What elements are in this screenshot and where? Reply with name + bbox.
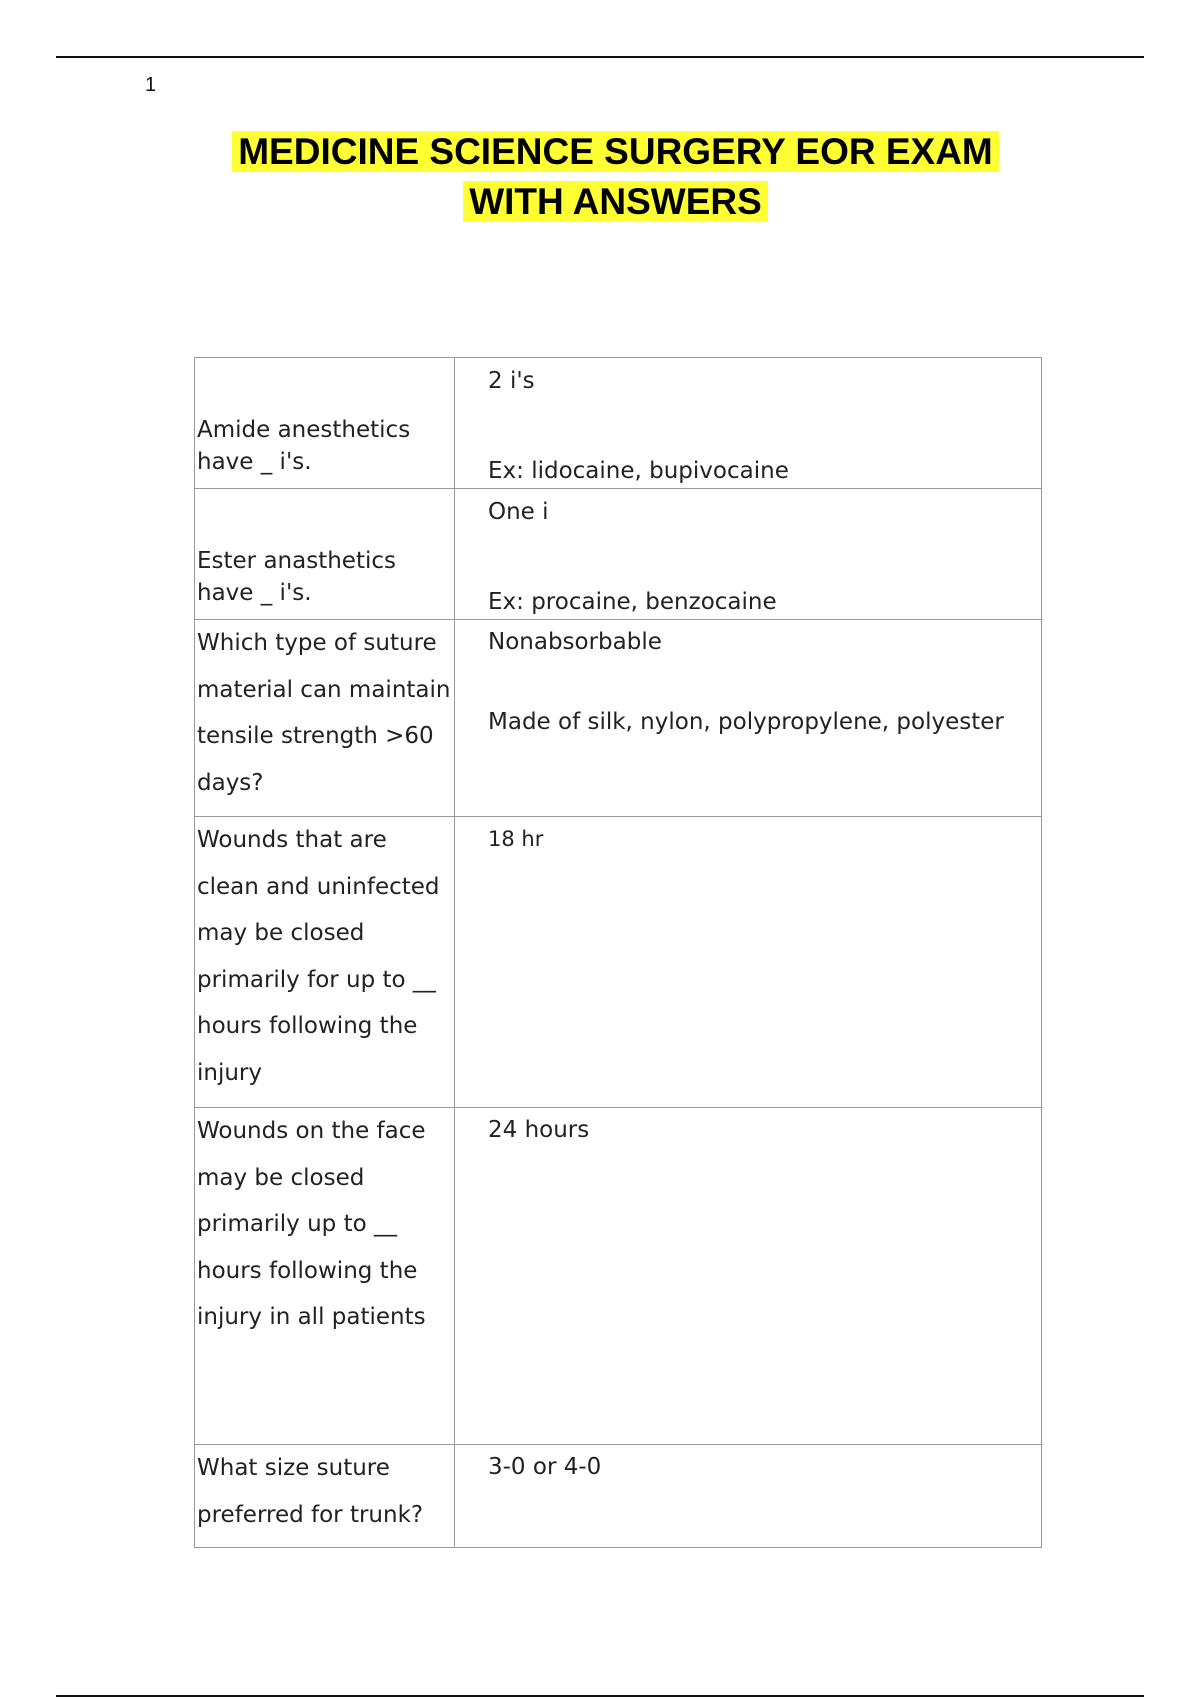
table-row bbox=[195, 489, 1042, 620]
footer-rule bbox=[56, 1695, 1144, 1697]
answer-text: 2 i's bbox=[488, 368, 535, 394]
qa-table bbox=[194, 357, 1042, 1548]
question-cell: What size suture preferred for trunk? bbox=[195, 1445, 455, 1548]
question-cell: Ester anasthetics have _ i's. bbox=[195, 489, 455, 620]
question-cell: Amide anesthetics have _ i's. bbox=[195, 358, 455, 489]
answer-detail: Ex: procaine, benzocaine bbox=[488, 589, 777, 615]
answer-detail: Ex: lidocaine, bupivocaine bbox=[488, 458, 789, 484]
question-cell: Which type of suture material can maintain tensile strength >60 days? bbox=[195, 620, 455, 817]
answer-cell bbox=[455, 358, 1042, 489]
answer-text: 3-0 or 4-0 bbox=[488, 1454, 602, 1480]
table-row bbox=[195, 1445, 1042, 1548]
title-line-1: MEDICINE SCIENCE SURGERY EOR EXAM bbox=[232, 131, 999, 172]
table-row bbox=[195, 817, 1042, 1108]
table-row bbox=[195, 620, 1042, 817]
answer-cell bbox=[455, 817, 1042, 1108]
answer-text: Nonabsorbable bbox=[488, 629, 662, 655]
answer-spacer bbox=[488, 658, 1031, 706]
header-rule bbox=[56, 56, 1144, 58]
answer-cell bbox=[455, 489, 1042, 620]
table-row bbox=[195, 1108, 1042, 1445]
question-cell: Wounds on the face may be closed primarily up to __ hours following the injury in all patients bbox=[195, 1108, 455, 1445]
answer-cell bbox=[455, 620, 1042, 817]
answer-text: One i bbox=[488, 499, 549, 525]
answer-cell bbox=[455, 1445, 1042, 1548]
table-row bbox=[195, 358, 1042, 489]
title-line-2: WITH ANSWERS bbox=[463, 181, 768, 222]
answer-text: 24 hours bbox=[488, 1117, 590, 1143]
document-title bbox=[0, 127, 1200, 227]
answer-cell bbox=[455, 1108, 1042, 1445]
question-cell: Wounds that are clean and uninfected may be closed primarily for up to __ hours following the injury bbox=[195, 817, 455, 1108]
page-number: 1 bbox=[145, 74, 157, 96]
answer-detail: Made of silk, nylon, polypropylene, polyester bbox=[488, 709, 1004, 735]
answer-text: 18 hr bbox=[488, 827, 544, 851]
